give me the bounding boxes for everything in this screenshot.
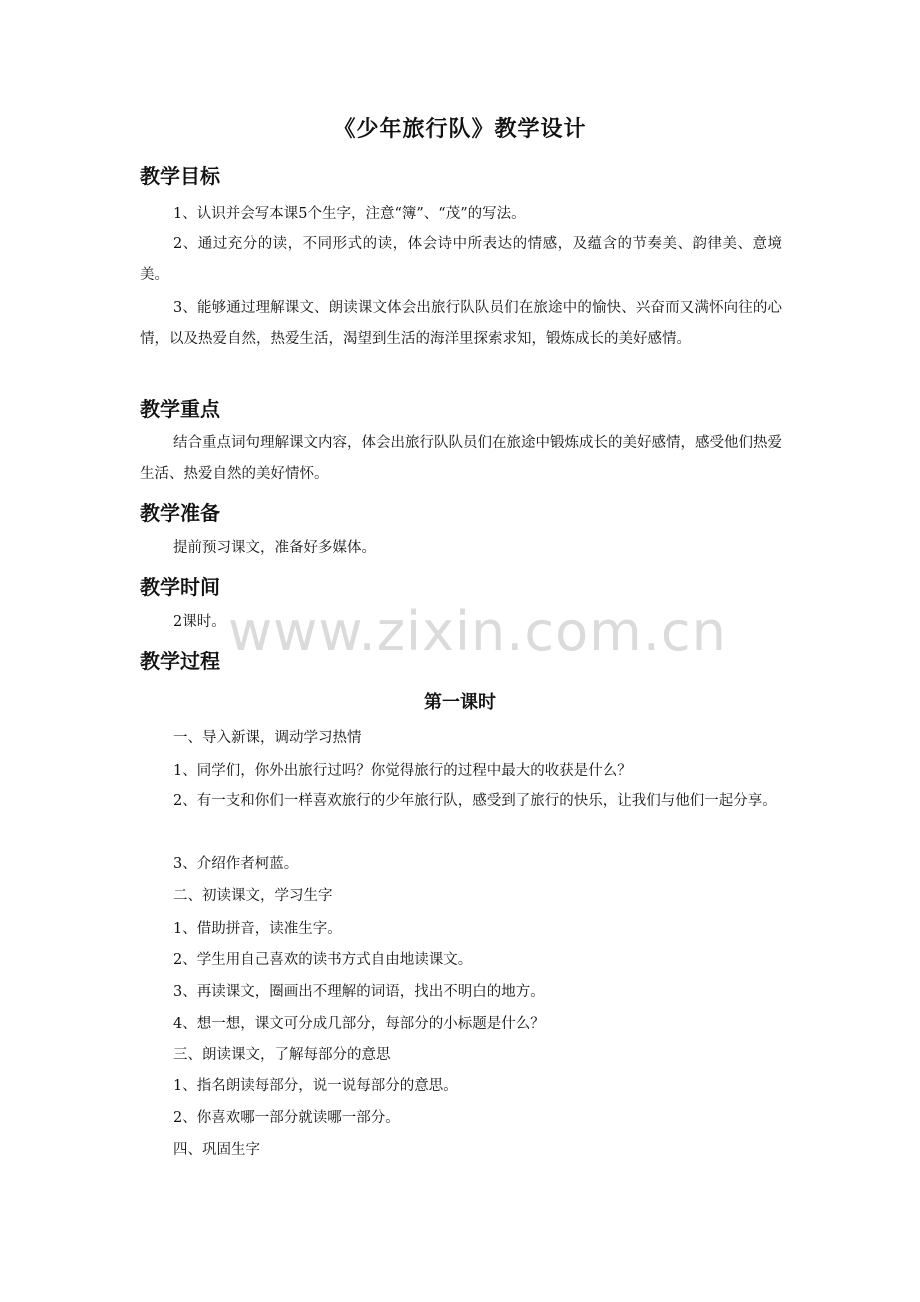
goal-item-2: 2、通过充分的读，不同形式的读，体会诗中所表达的情感，及蕴含的节奏美、韵律美、意境美。 bbox=[140, 236, 782, 283]
heading-time: 教学时间 bbox=[140, 575, 220, 599]
prep-text: 提前预习课文，准备好多媒体。 bbox=[173, 540, 376, 556]
document-title: 《少年旅行队》教学设计 bbox=[333, 117, 587, 142]
heading-process: 教学过程 bbox=[140, 649, 220, 673]
lesson-title: 第一课时 bbox=[424, 692, 496, 713]
process-line: 2、有一支和你们一样喜欢旅行的少年旅行队，感受到了旅行的快乐，让我们与他们一起分享。 bbox=[173, 793, 777, 809]
process-line: 3、再读课文，圈画出不理解的词语，找出不明白的地方。 bbox=[173, 984, 545, 1000]
process-line: 三、朗读课文，了解每部分的意思 bbox=[173, 1047, 391, 1063]
process-line: 2、学生用自己喜欢的读书方式自由地读课文。 bbox=[173, 952, 473, 968]
goal-item-1: 1、认识并会写本课5个生字，注意“簿”、“茂”的写法。 bbox=[173, 206, 526, 222]
process-line: 3、介绍作者柯蓝。 bbox=[173, 856, 299, 872]
process-line: 四、巩固生字 bbox=[173, 1142, 260, 1158]
heading-focus: 教学重点 bbox=[140, 397, 220, 421]
process-line: 1、借助拼音，读准生字。 bbox=[173, 921, 342, 937]
watermark: www.zixin.com.cn bbox=[228, 600, 727, 663]
process-line: 1、同学们，你外出旅行过吗？你觉得旅行的过程中最大的收获是什么？ bbox=[173, 763, 632, 779]
goal-item-3: 3、能够通过理解课文、朗读课文体会出旅行队队员们在旅途中的愉快、兴奋而又满怀向往的心情，以及热爱自然，热爱生活，渴望到生活的海洋里探索求知，锻炼成长的美好感情。 bbox=[140, 300, 782, 347]
time-text: 2课时。 bbox=[173, 614, 226, 630]
process-line: 1、指名朗读每部分，说一说每部分的意思。 bbox=[173, 1078, 458, 1094]
focus-text: 结合重点词句理解课文内容，体会出旅行队队员们在旅途中锻炼成长的美好感情，感受他们热爱生活、热爱自然的美好情怀。 bbox=[140, 435, 782, 482]
process-line: 4、想一想，课文可分成几部分，每部分的小标题是什么？ bbox=[173, 1016, 545, 1032]
process-line: 2、你喜欢哪一部分就读哪一部分。 bbox=[173, 1110, 400, 1126]
process-line: 一、导入新课，调动学习热情 bbox=[173, 730, 362, 746]
heading-prep: 教学准备 bbox=[140, 501, 220, 525]
process-line: 二、初读课文，学习生字 bbox=[173, 888, 333, 904]
heading-goals: 教学目标 bbox=[140, 164, 220, 188]
